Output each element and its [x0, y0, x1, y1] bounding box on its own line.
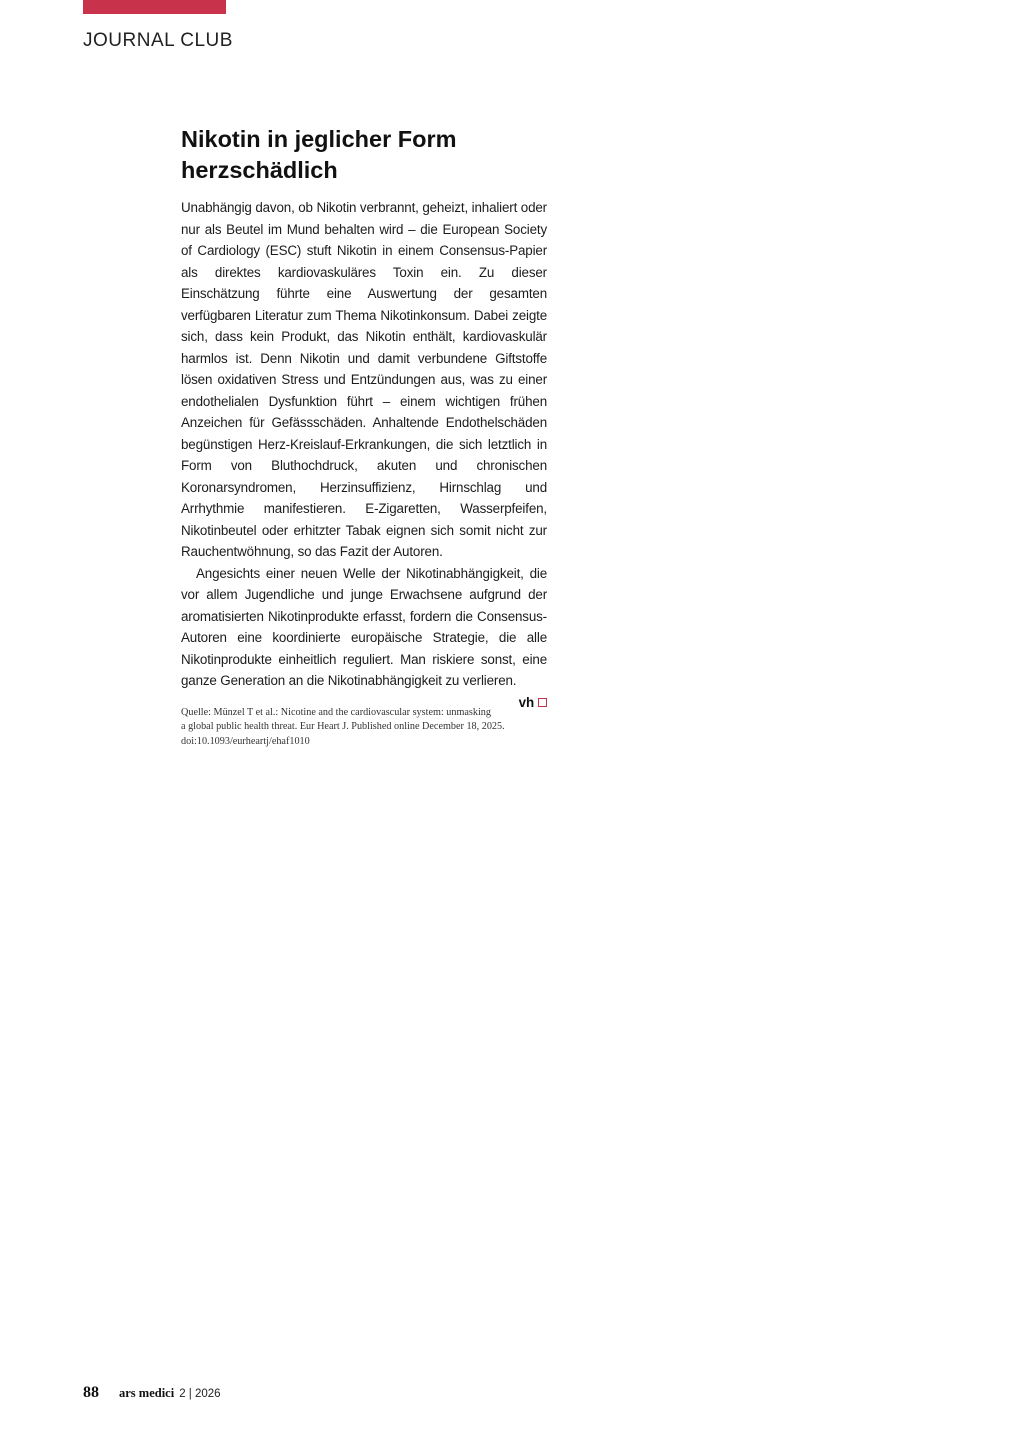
author-signature: vh — [518, 694, 534, 710]
article-paragraph-1: Unabhängig davon, ob Nikotin verbrannt, geheizt, inhaliert oder nur als Beutel im Mund behalten wird – die European Society of Cardiology (ESC) stuft Nikotin in einem Consensus-Papier als direktes kardiovaskuläres Toxin ein. Zu dieser Einschätzung führte eine Auswertung der gesamten verfügbaren Literatur zum Thema Nikotinkonsum. Dabei zeigte sich, dass kein Produkt, das Nikotin enthält, kardiovaskulär harmlos ist. Denn Nikotin und damit verbundene Giftstoffe lösen oxidativen Stress und Entzündungen aus, was zu einer endothelialen Dysfunktion führt – einem wichtigen frühen Anzeichen für Gefässschäden. Anhaltende Endothelschäden begünstigen Herz-Kreislauf-Erkrankungen, die sich letztlich in Form von Bluthochdruck, akuten und chronischen Koronarsyndromen, Herzinsuffizienz, Hirnschlag und Arrhythmie manifestieren. E-Zigaretten, Wasserpfeifen, Nikotinbeutel oder erhitzter Tabak eignen sich somit nicht zur Rauchentwöhnung, so das Fazit der Autoren. — [181, 200, 547, 559]
article-title: Nikotin in jeglicher Form herzschädlich — [181, 126, 457, 183]
issue-number: 2 | 2026 — [179, 1388, 221, 1400]
article-paragraph-2 — [181, 563, 547, 710]
article-body — [181, 197, 547, 710]
end-square-icon — [538, 698, 547, 707]
source-citation: Quelle: Münzel T et al.: Nicotine and the cardiovascular system: unmasking a global public health threat. Eur Heart J. Published online December 18, 2025. doi:10.1093/eurheartj/ehaf1010 — [181, 706, 505, 747]
page-footer — [83, 1384, 221, 1402]
article — [181, 124, 547, 749]
article-paragraph-2-text: Angesichts einer neuen Welle der Nikotinabhängigkeit, die vor allem Jugendliche und junge Erwachsene aufgrund der aromatisierten Nikotinprodukte erfasst, fordern die Consensus-Autoren eine koordinierte europäische Strategie, die alle Nikotinprodukte einheitlich reguliert. Man riskiere sonst, eine ganze Generation an die Nikotinabhängigkeit zu verlieren. — [181, 565, 547, 688]
signature-block — [504, 692, 547, 714]
page-number: 88 — [83, 1384, 99, 1401]
section-color-bar — [83, 0, 226, 14]
journal-name: ars medici — [119, 1386, 175, 1400]
section-label: JOURNAL CLUB — [83, 30, 233, 51]
